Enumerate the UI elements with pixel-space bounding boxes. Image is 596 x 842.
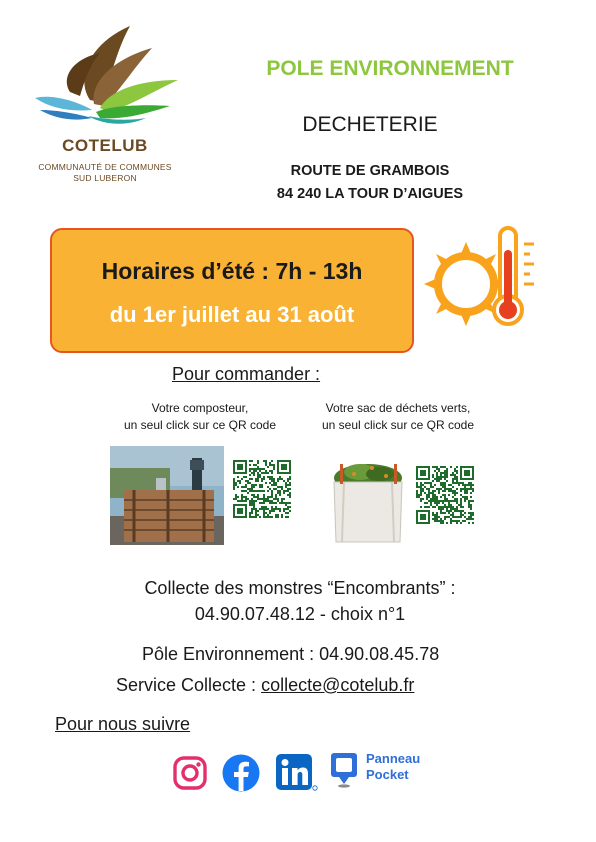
address <box>200 160 540 206</box>
sun-thermometer-icon <box>422 222 552 340</box>
panneaupocket-label-line2: Pocket <box>366 767 409 782</box>
encombrants-phone: 04.90.07.48.12 - choix n°1 <box>194 604 406 624</box>
green-bag-qr-code[interactable] <box>416 466 474 524</box>
pole-heading: POLE ENVIRONNEMENT <box>266 57 514 80</box>
instagram-icon[interactable] <box>172 755 208 791</box>
hours-box <box>50 228 414 353</box>
composter-caption-line1: Votre composteur, <box>151 401 249 415</box>
logo-subtitle-line1: COMMUNAUTÉ DE COMMUNES <box>38 162 172 172</box>
address-line1: ROUTE DE GRAMBOIS <box>290 163 450 179</box>
panneaupocket-label-line1: Panneau <box>366 751 421 766</box>
composter-caption-line2: un seul click sur ce QR code <box>123 418 277 432</box>
logo-name: COTELUB <box>62 136 148 155</box>
encombrants-label: Collecte des monstres “Encombrants” : <box>144 578 456 598</box>
composter-photo <box>110 446 224 545</box>
composter-qr-code[interactable] <box>233 460 291 518</box>
pole-environnement-phone: Pôle Environnement : 04.90.08.45.78 <box>142 644 440 664</box>
logo-subtitle <box>22 162 188 184</box>
page-title: DECHETERIE <box>302 113 438 136</box>
bag-caption-line1: Votre sac de déchets verts, <box>325 401 471 415</box>
service-collecte <box>116 675 414 696</box>
cotelub-logo <box>30 18 180 128</box>
composter-caption <box>100 400 300 434</box>
address-line2: 84 240 LA TOUR D’AIGUES <box>276 186 464 202</box>
linkedin-icon[interactable] <box>275 753 319 793</box>
service-collecte-label: Service Collecte : <box>116 675 262 695</box>
panneaupocket-label[interactable] <box>366 751 420 783</box>
bag-caption <box>298 400 498 434</box>
summer-hours: Horaires d’été : 7h - 13h <box>101 258 363 284</box>
bag-caption-line2: un seul click sur ce QR code <box>321 418 475 432</box>
green-waste-bag-photo <box>330 450 406 544</box>
panneaupocket-icon[interactable] <box>330 752 358 788</box>
order-heading: Pour commander : <box>172 364 321 384</box>
facebook-icon[interactable] <box>222 754 260 792</box>
summer-period: du 1er juillet au 31 août <box>109 302 355 327</box>
follow-us-heading: Pour nous suivre <box>55 714 191 734</box>
logo-subtitle-line2: SUD LUBERON <box>73 173 137 183</box>
service-collecte-email-link[interactable]: collecte@cotelub.fr <box>261 675 415 695</box>
